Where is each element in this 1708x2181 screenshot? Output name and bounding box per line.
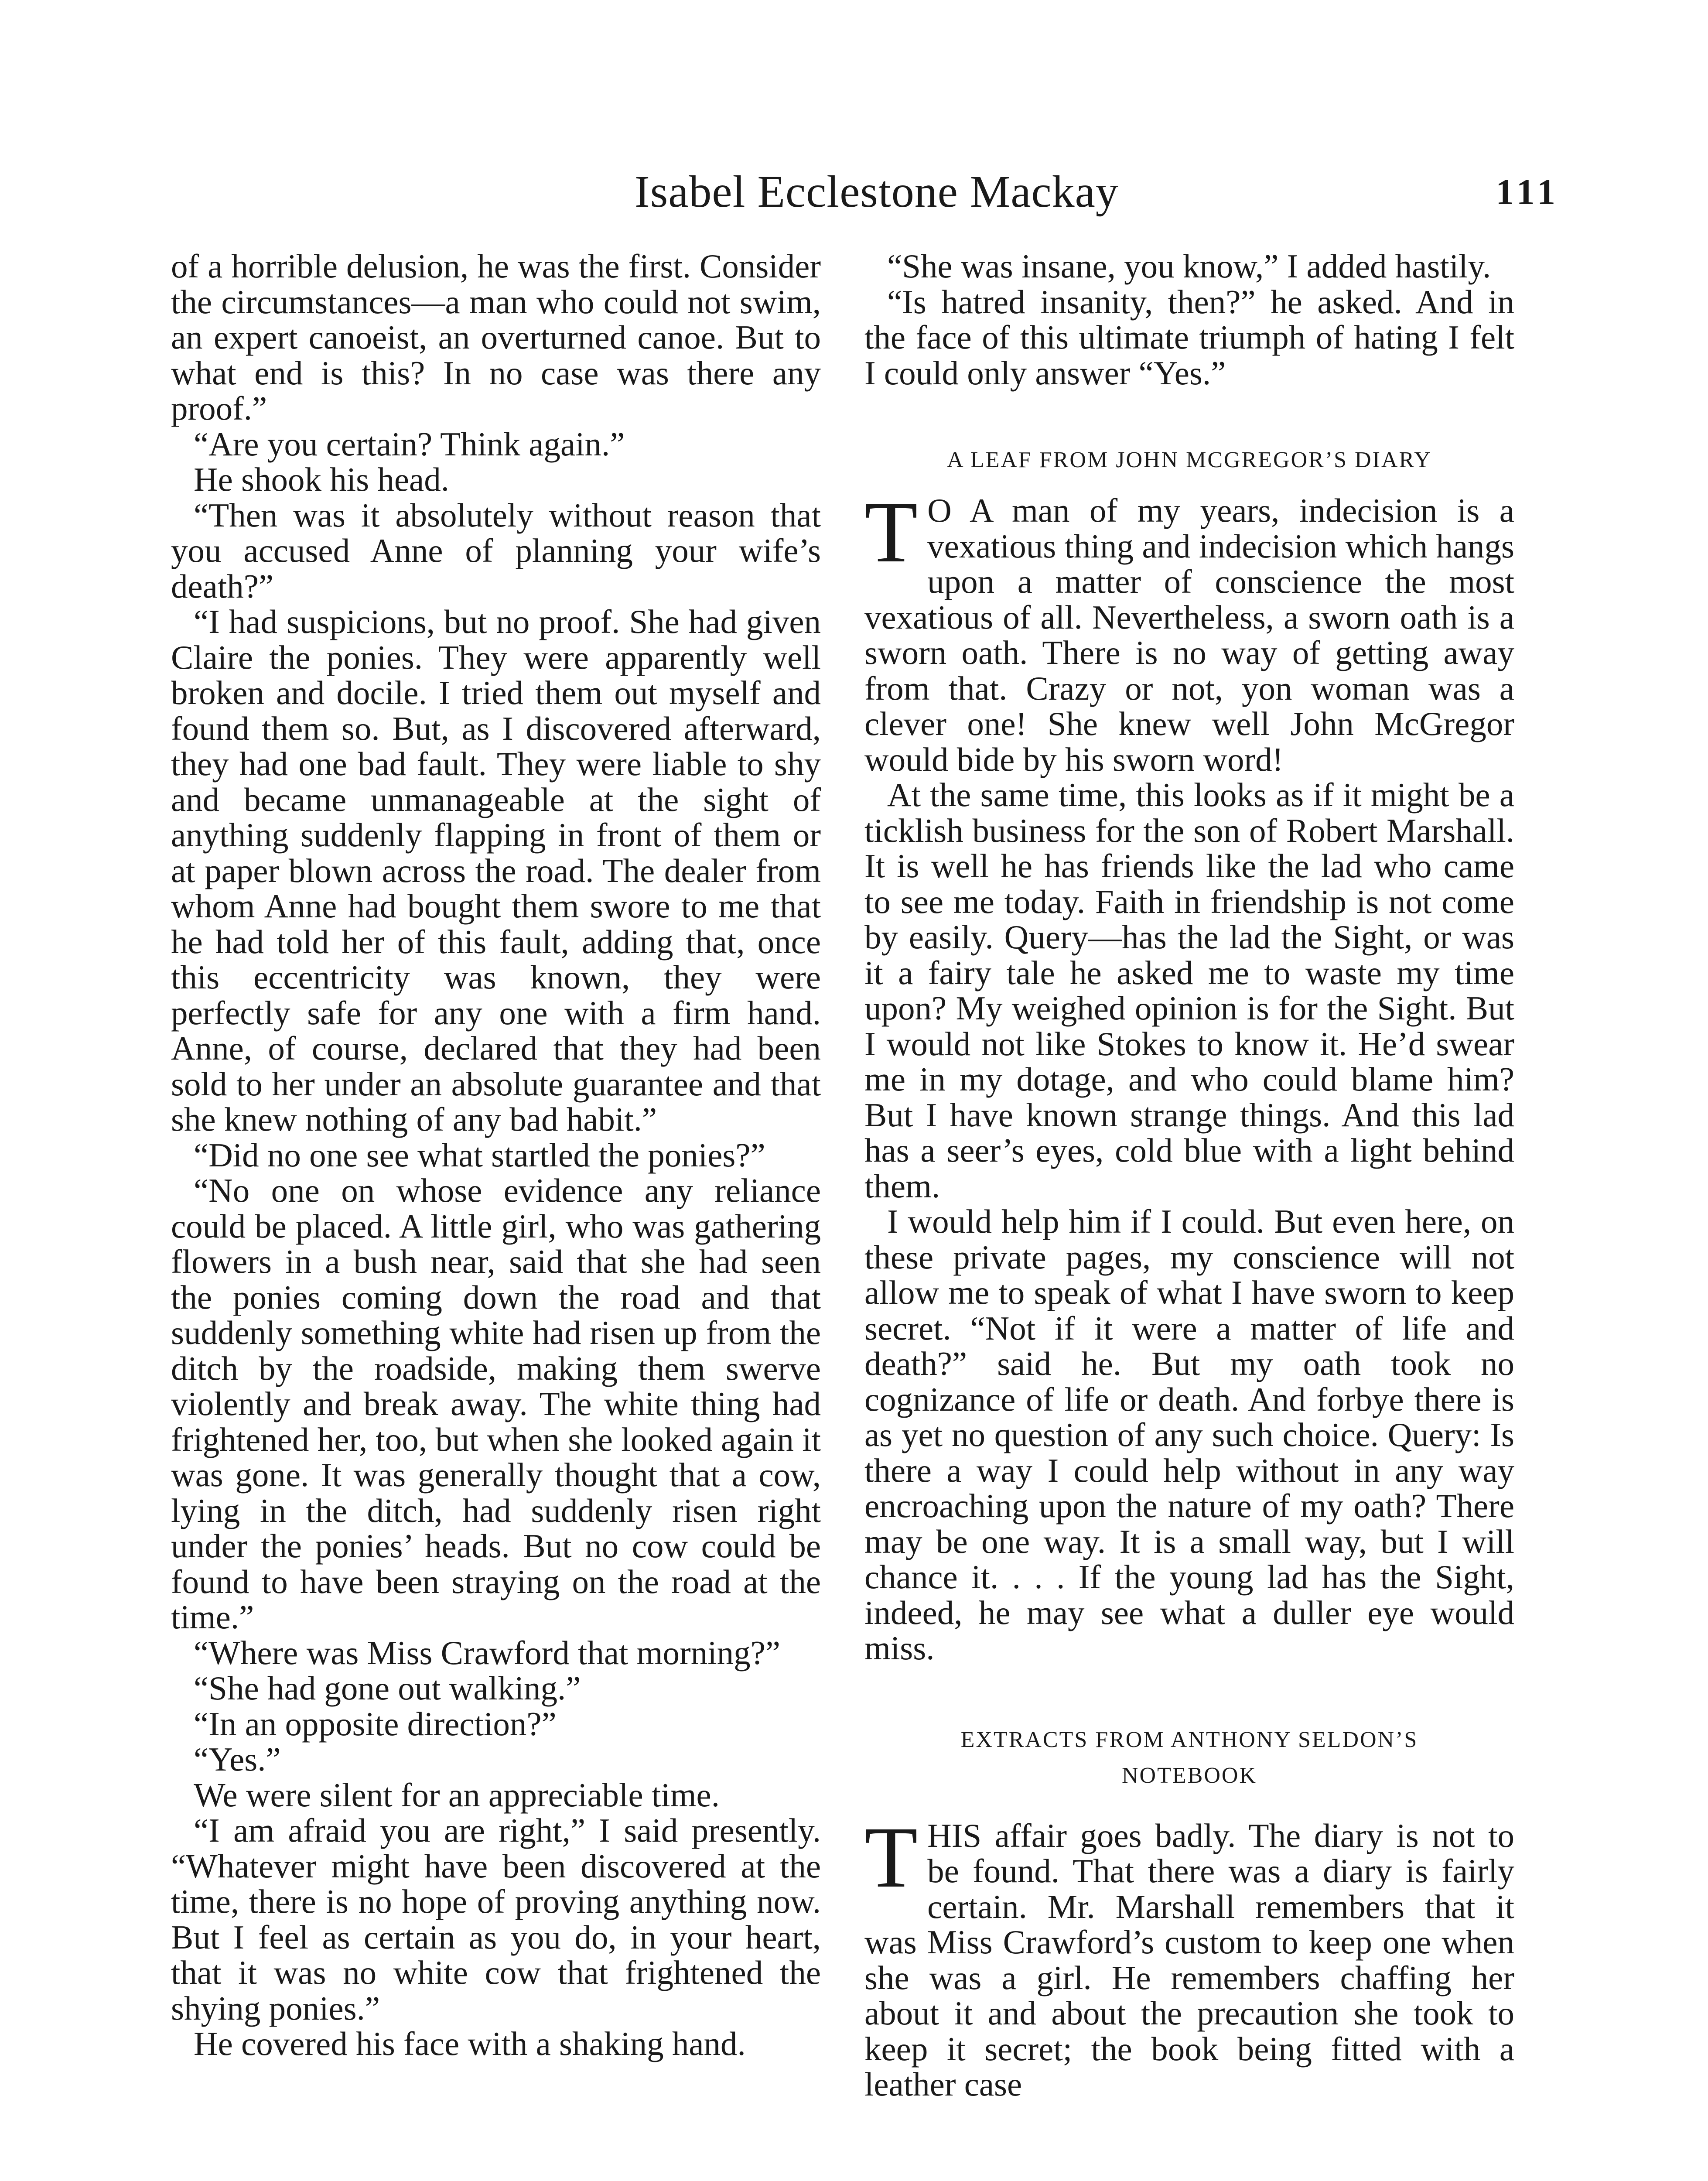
paragraph: I would help him if I could. But even here, on these private pages, my conscience will not allow me to speak of what I have sworn to keep secret. “Not if it were a matter of life and death?” said he. But my oath took no cognizance of life or death. And forbye there is as yet no question of any such choice. Query: Is there a way I could help without in any way encroaching upon the nature of my oath? There may be one way. It is a small way, but I will chance it. . . . If the young lad has the Sight, indeed, he may see what a duller eye would miss.	[864, 1203, 1514, 1667]
paragraph: “Yes.”	[194, 1740, 281, 1778]
paragraph: We were silent for an appreciable time.	[194, 1776, 720, 1814]
right-column	[864, 249, 1514, 2102]
paragraph: “She was insane, you know,” I added hastily.	[887, 247, 1491, 285]
notebook-first-paragraph	[864, 1809, 1514, 2103]
drop-cap: T	[864, 484, 918, 581]
paragraph: He shook his head.	[194, 461, 449, 498]
heading-line: EXTRACTS FROM ANTHONY SELDON’S	[960, 1727, 1418, 1752]
running-title: Isabel Ecclestone Mackay	[635, 167, 1119, 217]
left-column	[171, 249, 821, 2062]
diary-first-paragraph	[864, 484, 1514, 778]
section-heading-notebook	[864, 1722, 1514, 1794]
paragraph: “I had suspicions, but no proof. She had given Claire the ponies. They were apparently well broken and docile. I tried them out myself and found them so. But, as I discovered afterward, they had one bad fault. They were liable to shy and became unmanageable at the sight of anything suddenly flapping in front of them or at paper blown across the road. The dealer from whom Anne had bought them swore to me that he had told her of this fault, adding that, once this eccentricity was known, they were perfectly safe for any one with a firm hand. Anne, of course, declared that they had been sold to her under an absolute guarantee and that she knew nothing of any bad habit.”	[171, 603, 821, 1138]
drop-cap: T	[864, 1809, 918, 1906]
paragraph-text: affair goes badly. The diary is not to be found. That there was a diary is fairly certain. Mr. Marshall remembers that it was Miss Crawford’s custom to keep one when she was a girl. He remembers chaffing her about it and about the precaution she took to keep it secret; the book being fitted with a leather case	[864, 1816, 1514, 2103]
paragraph: “Then was it absolutely without reason that you accused Anne of planning your wife’s death?”	[171, 496, 821, 605]
heading-line: NOTEBOOK	[1122, 1763, 1257, 1788]
paragraph: “Are you certain? Think again.”	[194, 425, 625, 463]
paragraph: “No one on whose evidence any reliance could be placed. A little girl, who was gathering flowers in a bush near, said that she had seen the ponies coming down the road and that suddenly something white had risen up from the ditch by the roadside, making them swerve violently and break away. The white thing had frightened her, too, but when she looked again it was gone. It was generally thought that a cow, lying in the ditch, had suddenly risen right under the ponies’ heads. But no cow could be found to have been straying on the road at the time.”	[171, 1172, 821, 1636]
paragraph: He covered his face with a shaking hand.	[194, 2025, 746, 2062]
paragraph: “I am afraid you are right,” I said presently. “Whatever might have been discovered at the time, there is no hope of proving anything now. But I feel as certain as you do, in your heart, that it was no white cow that frightened the shying ponies.”	[171, 1812, 821, 2027]
paragraph: “She had gone out walking.”	[194, 1669, 581, 1707]
paragraph: “In an opposite direction?”	[194, 1705, 557, 1743]
page-number: 111	[1496, 172, 1560, 212]
paragraph: “Where was Miss Crawford that morning?”	[194, 1634, 780, 1672]
paragraph: At the same time, this looks as if it might be a ticklish business for the son of Robert Marshall. It is well he has friends like the lad who came to see me today. Faith in friendship is not come by easily. Query—has the lad the Sight, or was it a fairy tale he asked me to waste my time upon? My weighed opinion is for the Sight. But I would not like Stokes to know it. He’d swear me in my dotage, and who could blame him? But I have known strange things. And this lad has a seer’s eyes, cold blue with a light behind them.	[864, 776, 1514, 1205]
drop-cap-lead: O A	[927, 492, 992, 529]
paragraph: of a horrible delusion, he was the first. Consider the circumstances—a man who could not swim, an expert canoeist, an overturned canoe. But to what end is this? In no case was there any proof.”	[171, 247, 821, 427]
section-heading-diary: A LEAF FROM JOHN MCGREGOR’S DIARY	[947, 448, 1432, 472]
paragraph: “Is hatred insanity, then?” he asked. And in the face of this ultimate triumph of hating I felt I could only answer “Yes.”	[864, 283, 1514, 392]
drop-cap-lead: HIS	[927, 1816, 982, 1854]
paragraph-text: man of my years, indecision is a vexatious thing and indecision which hangs upon a matter of conscience the most vexatious of all. Nevertheless, a sworn oath is a sworn oath. There is no way of getting away from that. Crazy or not, yon woman was a clever one! She knew well John McGregor would bide by his sworn word!	[864, 492, 1514, 778]
paragraph: “Did no one see what startled the ponies?”	[194, 1136, 765, 1174]
